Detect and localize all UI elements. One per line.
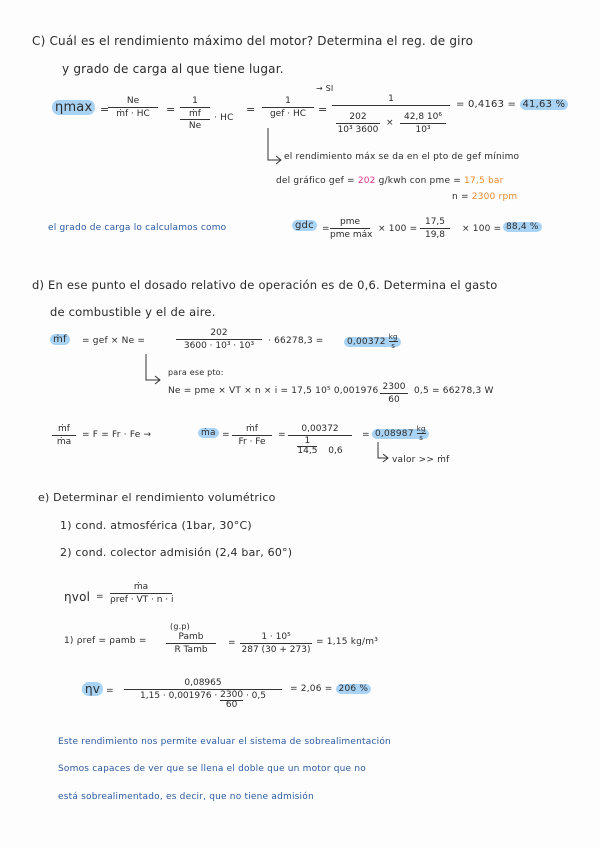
fraction-gef-si: $\frac{202}{\text{10³ 3600}}$ [337,112,379,135]
ratio-equation: = F = Fr · Fe → [82,430,152,440]
conclusion-3: está sobrealimentado, es decir, que no tiene admisión [58,792,314,802]
note-gef-value: del gráfico gef = 202 g/kwh con pme = 17,5 bar [276,176,504,186]
fraction-pme: pme pme máx [330,217,373,240]
times-sign: × [386,118,394,128]
mf-label: ṁf [50,334,70,345]
gdc-label: gdc [292,220,317,231]
fraction-hc-si: $\frac{\text{42,8 10⁶}}{\text{10³}}$ [400,112,446,135]
ma-result: 0,08987 $\frac{kg}{s}$ [372,425,429,442]
fraction-ma-calc: 0,00372 $\frac{1}{14,5}$ 0,6 [288,424,352,456]
cond-1: 1) cond. atmosférica (1bar, 30°C) [60,519,252,532]
fraction-1-over-mf-ne: 1 ṁf Ne [180,96,210,131]
note-para-ese-pto: para ese pto: [168,368,224,377]
equals: = [166,103,176,116]
fraction-pamb-rt: Pamb R Tamb [166,632,216,655]
arrow-ne-note [146,354,160,380]
fraction-gef-conv: $\frac{202}{\text{3600 · 10³ · 10³}}$ [176,328,262,351]
eta-vol-label: ηvol [64,590,91,604]
eta-max-label: ηmax [52,100,95,115]
gdc-result: 88,4 % [503,222,542,232]
rho-result: = 1,15 kg/m³ [316,637,379,647]
equals: = [222,430,230,440]
equals: = [278,430,286,440]
note-ne-calc: Ne = pme × VT × n × i = 17,5 10⁵ 0,001976 [168,386,379,396]
times-100-2: × 100 = [462,224,502,234]
equals: = [100,103,110,116]
fraction-ne-mf-hc: $\frac{Ne}{\text{ṁf · HC}}$ [108,96,158,119]
times-ne: · 66278,3 = [268,336,324,346]
ma-label: ṁa [198,428,219,438]
times-hc: · HC [214,113,234,123]
fraction-mf-fr-fe: $\frac{\text{ṁf}}{Fr \cdot Fe}$ [232,424,272,447]
eta-v-result: = 2,06 = 206 % [290,684,371,694]
question-d-line1: d) En ese punto el dosado relativo de operación es de 0,6. Determina el gasto [32,278,498,292]
fraction-1-over-gef-hc: 1 gef · HC [262,96,314,119]
equals: = [228,638,236,648]
gas-perfect-mark: (g.p) [170,622,190,631]
note-gef-min: el rendimiento máx se da en el pto de gef mínimo [284,152,520,162]
conclusion-1: Este rendimiento nos permite evaluar el sistema de sobrealimentación [58,737,391,747]
note-ne-result: 0,5 = 66278,3 W [414,386,494,396]
fraction-17-19: $\frac{17,5}{19,8}$ [420,217,450,240]
ma-note: valor >> ṁf [392,455,450,465]
question-e: e) Determinar el rendimiento volumétrico [38,491,276,504]
conclusion-2: Somos capaces de ver que se llena el doble que un motor que no [58,764,366,774]
fraction-eta-vol: ṁa ρref · VT · n · i [110,582,174,605]
equals: = [106,686,114,696]
cond-2: 2) cond. colector admisión (2,4 bar, 60°) [60,546,293,559]
equals: = [322,224,330,234]
si-mark: → SI [316,84,334,93]
fraction-mf-ma: $\frac{\text{ṁf}}{\text{ṁa}}$ [52,424,76,447]
fraction-2300-60: $\frac{2300}{60}$ [380,382,408,405]
arrow-ma-note [378,442,388,458]
question-d-line2: de combustible y el de aire. [50,305,216,319]
times-100: × 100 = [378,224,418,234]
equals: = [362,430,370,440]
question-c-line2: y grado de carga al que tiene lugar. [62,62,284,76]
equals: = [96,592,104,602]
eta-v-label: ηv [82,682,103,696]
fraction-big: 1 [332,94,450,106]
gdc-intro: el grado de carga lo calculamos como [48,223,227,233]
fraction-rho-calc: $\frac{\text{1 · 10⁵}}{287 (30 + 273)}$ [241,632,311,655]
fraction-eta-v-calc: 0,08965 1,15 · 0,001976 · $\frac{2300}{60}$ · 0,5 [124,678,282,710]
mf-result: 0,00372 $\frac{kg}{s}$ [344,333,401,350]
rho-label: 1) ρref = ρamb = [64,636,147,646]
eta-max-result: = 0,4163 = 41,63 % [456,99,568,110]
arrow-gef-note [268,128,280,160]
question-c-line1: C) Cuál es el rendimiento máximo del motor? Determina el reg. de giro [32,34,474,48]
note-rpm: n = 2300 rpm [452,192,518,202]
mf-equation: = gef × Ne = [82,336,146,346]
equals: = [246,103,256,116]
equals: = [318,103,328,116]
